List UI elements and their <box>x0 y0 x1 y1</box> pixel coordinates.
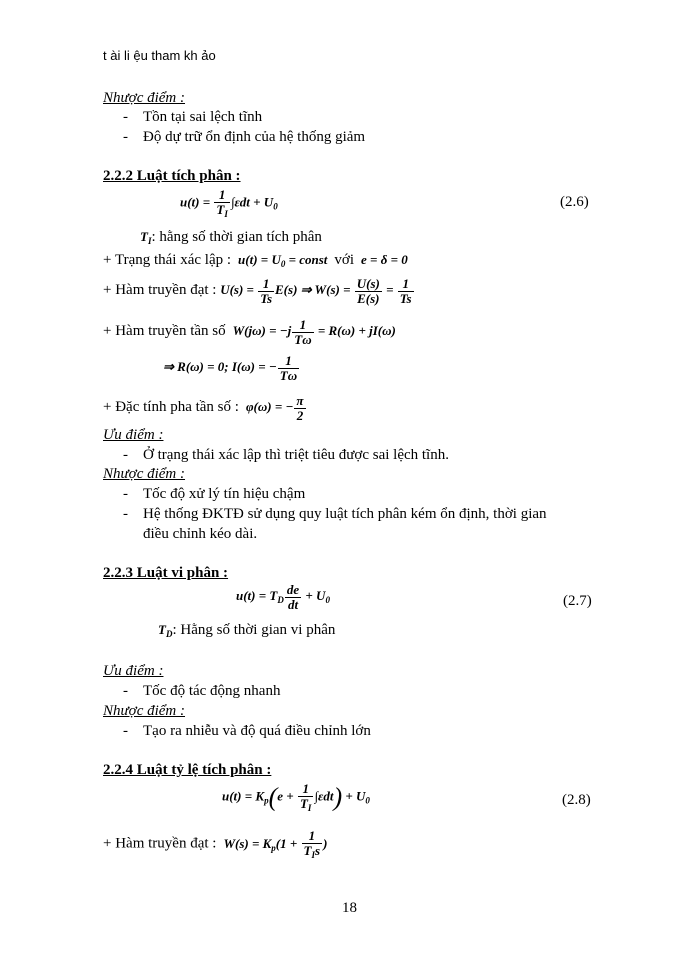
uu-diem-label: Ưu điểm : <box>103 663 164 679</box>
equation-number: (2.7) <box>563 593 592 609</box>
ti-description: $T_I$: hằng số thời gian tích phân <box>140 229 322 246</box>
td-description: $T_D$: Hằng số thời gian vi phân <box>158 622 336 639</box>
list-item: - Tạo ra nhiễu và độ quá điều chỉnh lớn <box>123 723 371 739</box>
dac-tinh-pha: + Đặc tính pha tần số : φ(ω) = − $\frac{\pi}{2}$ <box>103 393 304 423</box>
list-item-continuation: điều chỉnh kéo dài. <box>143 526 258 542</box>
r-i-result: ⇒ R(ω) = 0; I(ω) = − $\frac{1}{T\omega}$ <box>163 353 298 383</box>
ham-truyen-dat: + Hàm truyền đạt : U(s) = $\frac{1}{Ts}$ E(s) ⇒ W(s) = $\frac{U(s)}{E(s)}$ = $\frac{1}{Ts}$ <box>103 276 412 306</box>
list-item: - Tốc độ xử lý tín hiệu chậm <box>123 486 306 502</box>
list-item: - Tốc độ tác động nhanh <box>123 683 281 699</box>
page-header: t ài li ệu tham kh ảo <box>103 48 216 63</box>
equation-2-7: $u(t) = T_D$ $\frac{de}{dt}$ + $U_0$ <box>236 582 330 612</box>
equation-2-6: u(t) = $\frac{1}{T_I}$ $\int\varepsilon dt + U_0$ <box>180 187 278 219</box>
nhuoc-diem-label: Nhược điểm : <box>103 703 186 719</box>
trang-thai-xac-lap: + Trạng thái xác lập : $u(t) = U_0$ = const với e = δ = 0 <box>103 252 408 269</box>
list-item: - Độ dự trữ ổn định của hệ thống giảm <box>123 129 366 145</box>
nhuoc-diem-label: Nhược điểm : <box>103 466 186 482</box>
list-item: - Hệ thống ĐKTĐ sử dụng quy luật tích phân kém ổn định, thời gian <box>123 506 547 522</box>
ham-truyen-dat-2-2-4: + Hàm truyền đạt : $W(s) = K_p(1$ + $\frac{1}{T_Is}$ ) <box>103 828 328 860</box>
ham-truyen-tan-so: + Hàm truyền tần số W(jω) = −j $\frac{1}{T\omega}$ = R(ω) + jI(ω) <box>103 317 396 347</box>
nhuoc-diem-label: Nhược điểm : <box>103 90 186 106</box>
page-number: 18 <box>342 900 357 916</box>
list-item: - Tồn tại sai lệch tĩnh <box>123 109 263 125</box>
equation-number: (2.6) <box>560 194 589 210</box>
equation-2-8: $u(t) = K_p(e$ + $\frac{1}{T_I}$ $\int\varepsilon dt) + U_0$ <box>222 781 370 813</box>
section-heading-2-2-3: 2.2.3 Luật vi phân : <box>103 565 229 581</box>
section-heading-2-2-4: 2.2.4 Luật tỷ lệ tích phân : <box>103 762 272 778</box>
equation-number: (2.8) <box>562 792 591 808</box>
section-heading-2-2-2: 2.2.2 Luật tích phân : <box>103 168 241 184</box>
uu-diem-label: Ưu điểm : <box>103 427 164 443</box>
list-item: - Ở trạng thái xác lập thì triệt tiêu được sai lệch tĩnh. <box>123 447 449 463</box>
